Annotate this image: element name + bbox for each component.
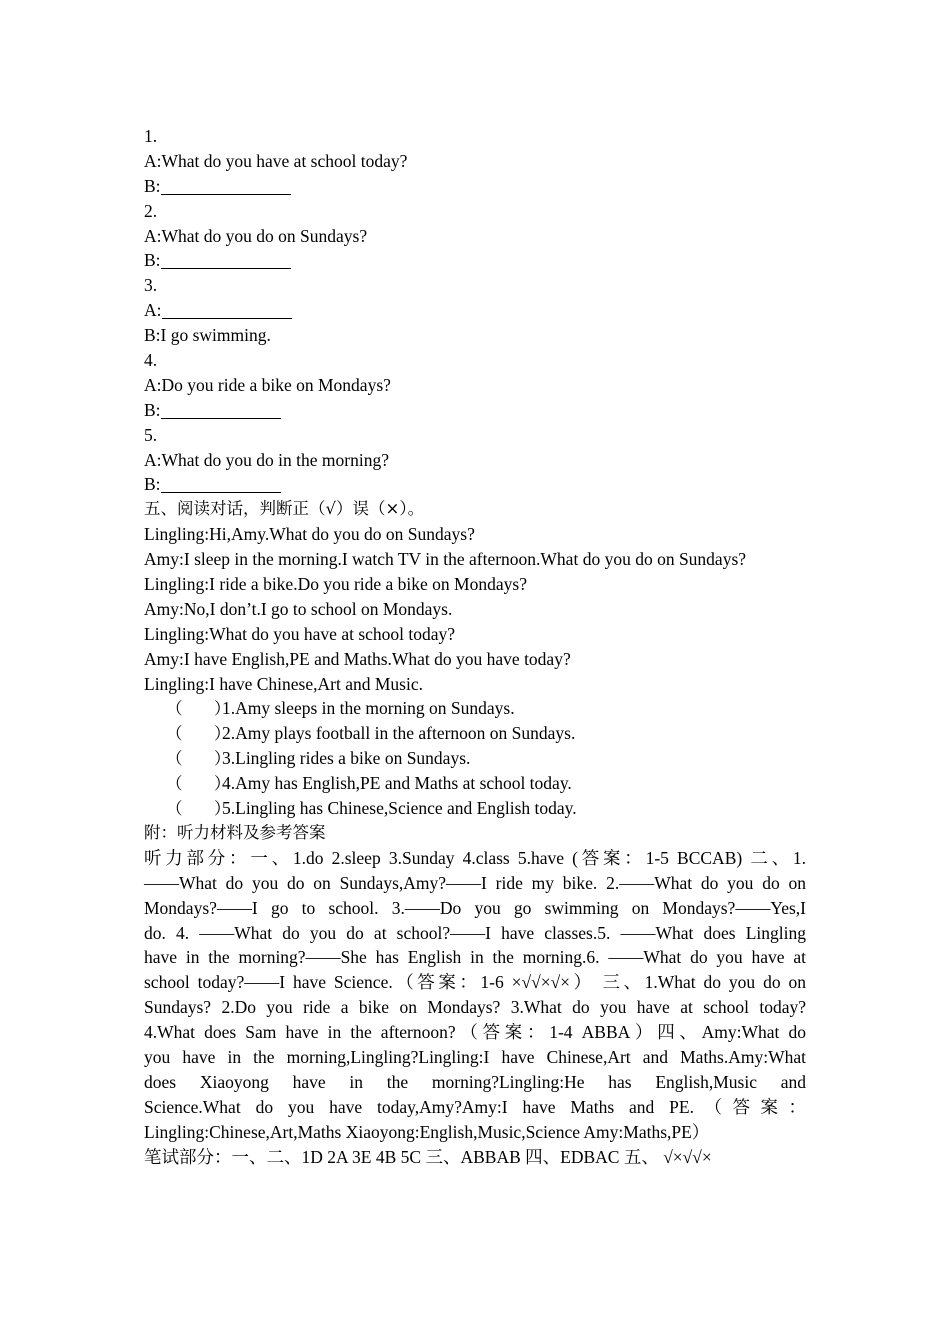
speaker-label: B:: [144, 250, 161, 271]
paragraph-line: does Xiaoyong have in the morning?Lingling:He has English,Music and: [144, 1071, 806, 1092]
tf-item-4: [144, 771, 806, 796]
paragraph-line: Mondays?——I go to school. 3.——Do you go swimming on Mondays?——Yes,I: [144, 897, 806, 918]
dialogue-item-2: [144, 199, 806, 274]
tf-statement: 1.Amy sleeps in the morning on Sundays.: [222, 698, 515, 719]
tf-answer-slot[interactable]: （ ）: [166, 799, 231, 819]
paragraph-line: ——What do you do on Sundays,Amy?——I ride my bike. 2.——What do you do on: [144, 872, 806, 893]
document-page: [144, 124, 806, 1169]
dialogue-line: Lingling:What do you have at school today?: [144, 623, 456, 644]
dialogue-line: Lingling:Hi,Amy.What do you do on Sundays?: [144, 524, 475, 545]
question-blank[interactable]: [162, 317, 292, 319]
paragraph-line: have in the morning?——She has English in the morning.6. ——What do you have at: [144, 947, 806, 968]
answer-line: [144, 248, 806, 273]
question-line: A:Do you ride a bike on Mondays?: [144, 374, 391, 395]
tf-answer-slot[interactable]: （ ）: [166, 724, 231, 744]
tf-answer-slot[interactable]: （ ）: [166, 699, 231, 719]
item-number: 5.: [144, 424, 158, 445]
tf-answer-slot[interactable]: （ ）: [166, 774, 231, 794]
dialogue-item-3: [144, 273, 806, 348]
answer-blank[interactable]: [161, 267, 291, 269]
reading-dialogue: [144, 522, 806, 696]
dialogue-item-1: [144, 124, 806, 199]
item-number: 3.: [144, 275, 158, 296]
item-number: 2.: [144, 200, 158, 221]
paragraph-line: Science.What do you have today,Amy?Amy:I have Maths and PE.（答案：: [144, 1096, 806, 1117]
paragraph-line: 听力部分：一、1.do 2.sleep 3.Sunday 4.class 5.have (答案：1-5 BCCAB) 二、1.: [144, 847, 806, 868]
dialogue-line: Amy:I sleep in the morning.I watch TV in the afternoon.What do you do on Sundays?: [144, 549, 747, 570]
item-number: 1.: [144, 126, 158, 146]
answer-line: [144, 398, 806, 423]
dialogue-line: Amy:No,I don’t.I go to school on Mondays.: [144, 598, 453, 619]
tf-statement: 5.Lingling has Chinese,Science and English today.: [222, 798, 577, 819]
question-line: [144, 298, 806, 323]
answer-blank[interactable]: [161, 417, 281, 419]
speaker-label: B:: [144, 175, 161, 196]
section-5-heading: 五、阅读对话，判断正（√）误（×）。: [144, 499, 425, 519]
answer-line: B:I go swimming.: [144, 325, 271, 346]
tf-item-1: [144, 696, 806, 721]
dialogue-line: Amy:I have English,PE and Maths.What do you have today?: [144, 648, 571, 669]
paragraph-line: you have in the morning,Lingling?Lingling:I have Chinese,Art and Maths.Amy:What: [144, 1046, 806, 1067]
paragraph-line: 4.What does Sam have in the afternoon?（答案：1-4 ABBA）四、Amy:What do: [144, 1022, 806, 1043]
tf-answer-slot[interactable]: （ ）: [166, 749, 231, 769]
answer-line: [144, 472, 806, 497]
tf-item-5: [144, 796, 806, 821]
answer-blank[interactable]: [161, 193, 291, 195]
question-line: A:What do you have at school today?: [144, 150, 408, 171]
speaker-label: B:: [144, 474, 161, 495]
paragraph-line: Sundays? 2.Do you ride a bike on Mondays? 3.What do you have at school today?: [144, 997, 806, 1018]
listening-answers-paragraph: [144, 846, 806, 1145]
dialogue-item-5: [144, 423, 806, 498]
appendix-heading: 附：听力材料及参考答案: [144, 822, 326, 842]
tf-statement: 2.Amy plays football in the afternoon on Sundays.: [222, 723, 576, 744]
dialogue-item-4: [144, 348, 806, 423]
tf-item-2: [144, 721, 806, 746]
speaker-label: B:: [144, 399, 161, 420]
written-answers: 笔试部分：一、二、1D 2A 3E 4B 5C 三、ABBAB 四、EDBAC 五、 √×√√×: [144, 1146, 712, 1167]
speaker-label: A:: [144, 300, 162, 321]
tf-statement: 3.Lingling rides a bike on Sundays.: [222, 748, 471, 769]
item-number: 4.: [144, 350, 158, 371]
paragraph-line: school today?——I have Science.（答案：1-6 ×√√×√×） 三、1.What do you do on: [144, 972, 806, 993]
tf-item-3: [144, 746, 806, 771]
tf-statement: 4.Amy has English,PE and Maths at school today.: [222, 773, 572, 794]
question-line: A:What do you do on Sundays?: [144, 225, 368, 246]
question-line: A:What do you do in the morning?: [144, 449, 389, 470]
true-false-list: [144, 696, 806, 820]
dialogue-line: Lingling:I ride a bike.Do you ride a bike on Mondays?: [144, 574, 527, 595]
dialogue-line: Lingling:I have Chinese,Art and Music.: [144, 673, 423, 694]
answer-blank[interactable]: [161, 491, 281, 493]
paragraph-line: do. 4. ——What do you do at school?——I have classes.5. ——What does Lingling: [144, 922, 806, 943]
answer-line: [144, 174, 806, 199]
paragraph-line: Lingling:Chinese,Art,Maths Xiaoyong:English,Music,Science Amy:Maths,PE）: [144, 1121, 710, 1142]
